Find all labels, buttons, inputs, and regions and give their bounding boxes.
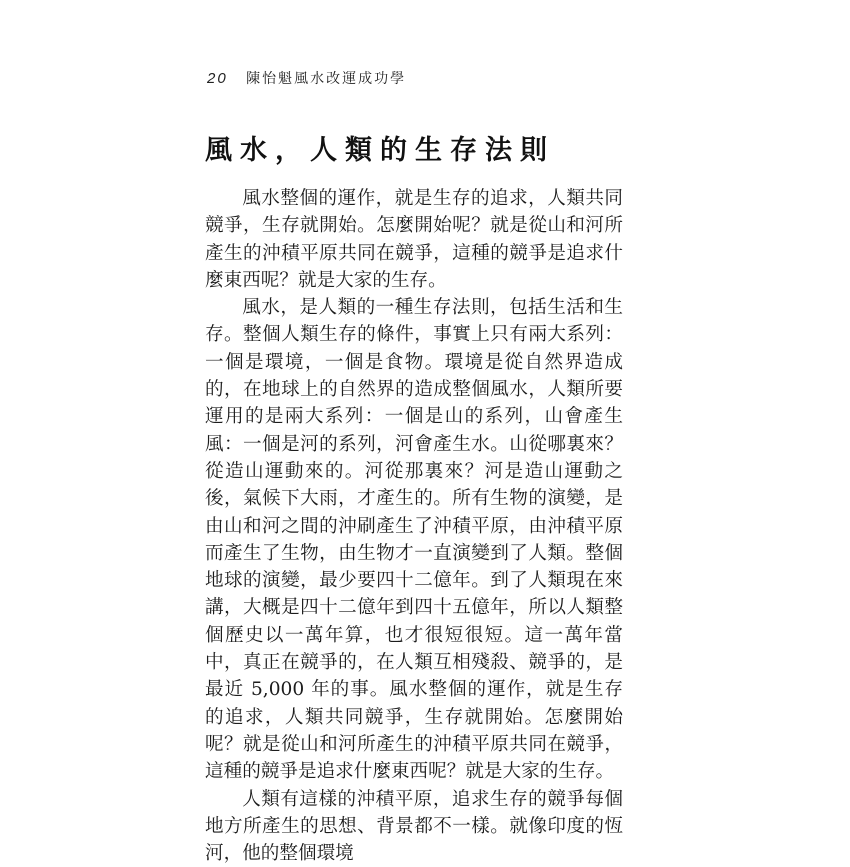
book-title: 陳怡魁風水改運成功學 (246, 71, 407, 87)
section-title: 風水，人類的生存法則 (205, 135, 555, 166)
paragraph-2: 風水，是人類的一種生存法則，包括生活和生存。整個人類生存的條件，事實上只有兩大系列：一個是環境，一個是食物。環境是從自然界造成的，在地球上的自然界的造成整個風水，人類所要運用的是兩大系列：一個是山的系列，山會產生風：一個是河的系列，河會產生水。山從哪裏來？從造山運動來的。河從那裏來？河是造山運動之後，氣候下大雨，才產生的。所有生物的演變，是由山和河之間的沖刷產生了沖積平原，由沖積平原而產生了生物，由生物才一直演變到了人類。整個地球的演變，最少要四十二億年。到了人類現在來講，大概是四十二億年到四十五億年，所以人類整個歷史以一萬年算，也才很短很短。這一萬年當中，真正在競爭的，在人類互相殘殺、競爭的，是最近 5,000 年的事。風水整個的運作，就是生存的追求，人類共同競爭，生存就開始。怎麼開始呢？就是從山和河所產生的沖積平原共同在競爭，這種的競爭是追求什麼東西呢？就是大家的生存。 (205, 297, 623, 783)
paragraph-1: 風水整個的運作，就是生存的追求，人類共同競爭，生存就開始。怎麼開始呢？就是從山和河所產生的沖積平原共同在競爭，這種的競爭是追求什麼東西呢？就是大家的生存。 (205, 188, 623, 291)
paragraph-3: 人類有這樣的沖積平原，追求生存的競爭每個地方所產生的思想、背景都不一樣。就像印度的恆河，他的整個環境 (205, 788, 623, 865)
body-text (205, 185, 623, 867)
page-number: 20 (207, 70, 228, 87)
running-header (207, 68, 406, 88)
